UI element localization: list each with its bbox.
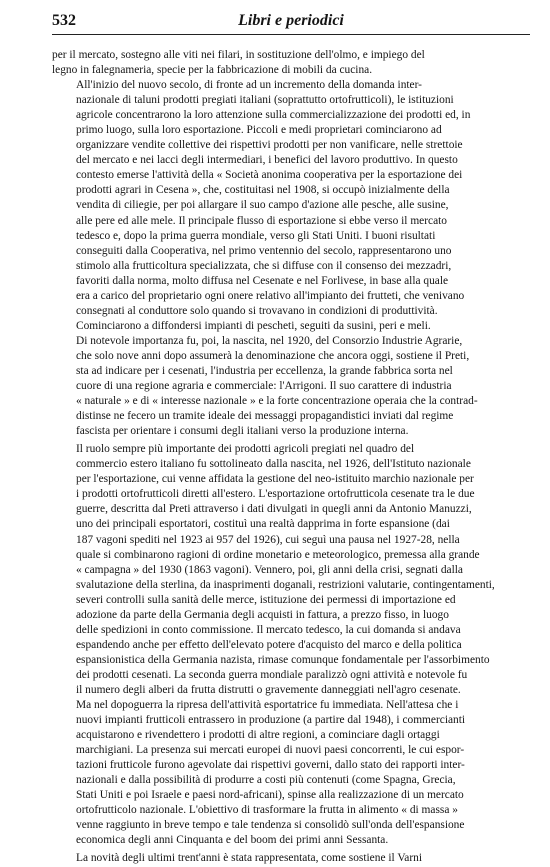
text-line: agricole concentrarono la loro attenzione sulla commercializzazione dei prodotti ed, in: [76, 109, 471, 122]
paragraph: [52, 442, 530, 848]
text-line: tazioni frutticole furono agevolate dai rispettivi governi, dallo stato dei rapporti inter-: [76, 759, 465, 772]
text-line: sta ad indicare per i cesenati, l'industria per eccellenza, la grande fabbrica sorta nel: [76, 364, 453, 377]
text-line: dei prodotti cesenati. La seconda guerra mondiale paralizzò ogni attività e notevole fu: [76, 668, 468, 681]
text-line: contesto emerse l'attività della « Società anonima cooperativa per la esportazione dei: [76, 169, 463, 182]
article-body: [52, 48, 530, 867]
text-line: primo luogo, sulla loro esportazione. Piccoli e medi proprietari cominciarono ad: [76, 124, 442, 137]
text-line: legno in falegnameria, specie per la fabbricazione di mobili da cucina.: [52, 64, 373, 77]
text-line: Di notevole importanza fu, poi, la nascita, nel 1920, del Consorzio Industrie Agrarie,: [76, 334, 463, 347]
text-line: « naturale » e di « interesse nazionale » e la forte concentrazione operaia che la contrad-: [76, 395, 478, 408]
text-line: alle pere ed alle mele. Il principale flusso di esportazione si ebbe verso il mercato: [76, 214, 447, 227]
text-line: favoriti dalla norma, molto diffusa nel Cesenate e nel Forlivese, in base alla quale: [76, 274, 449, 287]
text-line: vendita di ciliegie, per poi allargare il suo campo d'azione alle pesche, alle susine,: [76, 199, 449, 212]
text-line: marchigiani. La presenza sui mercati europei di nuovi paesi concorrenti, le cui espor-: [76, 744, 465, 757]
text-line: All'inizio del nuovo secolo, di fronte ad un incremento della domanda inter-: [76, 79, 422, 92]
paragraph: [52, 78, 530, 439]
text-line: tedesco e, dopo la prima guerra mondiale, verso gli Stati Uniti. I buoni risultati: [76, 229, 436, 242]
paragraph: [52, 851, 530, 866]
text-line: La novità degli ultimi trent'anni è stata rappresentata, come sostiene il Varni: [76, 852, 422, 865]
text-line: prodotti agrari in Cesena », che, costituitasi nel 1908, si occupò inizialmente della: [76, 184, 450, 197]
text-line: guerre, descritta dal Preti attraverso i dati divulgati in quegli anni da Antonio Manuzzi,: [76, 503, 472, 516]
text-line: commercio estero italiano fu sottolineato dalla nascita, nel 1926, dell'Istituto nazionale: [76, 458, 471, 471]
text-line: consegnati al conduttore solo quando si trovavano in condizioni di produttività.: [76, 304, 438, 317]
text-line: Ma nel dopoguerra la ripresa dell'attività esportatrice fu immediata. Nell'attesa che i: [76, 699, 459, 712]
text-line: era a carico del proprietario ogni onere relativo all'impianto dei frutteti, che venivano: [76, 289, 465, 302]
text-line: Il ruolo sempre più importante dei prodotti agricoli pregiati nel quadro del: [76, 443, 415, 456]
paragraph: [52, 48, 530, 78]
text-line: per l'esportazione, cui venne affidata la gestione del neo-istituito marchio nazionale per: [76, 473, 474, 486]
text-line: espandendo anche per effetto dell'elevato potere d'acquisto del marco e della politica: [76, 638, 462, 651]
text-line: stimolo alla frutticoltura specializzata, che si diffuse con il consenso dei mezzadri,: [76, 259, 452, 272]
text-line: espansionistica della Germania nazista, rimase comunque fondamentale per l'assorbimento: [76, 653, 490, 666]
text-line: « campagna » del 1930 (1863 vagoni). Vennero, poi, gli anni della crisi, segnati dalla: [76, 563, 463, 576]
text-line: cuore di una regione agraria e commerciale: l'Arrigoni. Il suo carattere di industria: [76, 380, 452, 393]
text-line: delle spedizioni in conto commissione. Il mercato tedesco, la cui domanda si andava: [76, 623, 461, 636]
text-line: fascista per orientare i consumi degli italiani verso la produzione interna.: [76, 425, 409, 438]
running-title: Libri e periodici: [238, 12, 344, 29]
header-rule: [52, 34, 530, 35]
text-line: nazionale di taluni prodotti pregiati italiani (soprattutto ortofrutticoli), le istituzioni: [76, 94, 454, 107]
text-line: del mercato e nei lacci degli intermediari, i benefici del lavoro produttivo. In questo: [76, 154, 458, 167]
text-line: venne raggiunto in breve tempo e tale tendenza si consolidò sull'onda dell'espansione: [76, 819, 465, 832]
text-line: per il mercato, sostegno alle viti nei filari, in sostituzione dell'olmo, e impiego del: [52, 49, 425, 61]
text-line: il numero degli alberi da frutta distrutti o gravemente danneggiati nell'agro cesenate.: [76, 683, 461, 696]
text-line: organizzare vendite collettive dei rispettivi prodotti per non vanificare, nelle strettoie: [76, 139, 463, 152]
text-line: che solo nove anni dopo assumerà la denominazione che ancora oggi, sostiene il Preti,: [76, 349, 470, 362]
page-number: 532: [52, 12, 76, 29]
text-line: adozione da parte della Germania degli acquisti in fattura, a prezzo fisso, in luogo: [76, 608, 449, 621]
text-line: nuovi impianti frutticoli entrassero in produzione (a partire dal 1948), i commercianti: [76, 714, 466, 727]
text-line: Cominciarono a diffondersi impianti di pescheti, seguiti da susini, peri e meli.: [76, 319, 431, 332]
text-line: Stati Uniti e poi Israele e paesi nord-africani), spinse alla realizzazione di un mercato: [76, 789, 464, 802]
text-line: uno dei principali esportatori, costituì una realtà dapprima in forte espansione (dai: [76, 518, 450, 531]
text-line: conseguiti dalla Cooperativa, nel primo ventennio del secolo, rappresentarono uno: [76, 244, 452, 257]
text-line: quale si combinarono ragioni di ordine monetario e meteorologico, premessa alla grande: [76, 548, 480, 561]
text-line: ortofrutticolo nazionale. L'obiettivo di trasformare la frutta in alimento « di massa »: [76, 804, 458, 817]
text-line: 187 vagoni spediti nel 1923 ai 957 del 1926), cui seguì una pausa nel 1927-28, nella: [76, 533, 460, 546]
page-header: [52, 10, 530, 34]
text-line: i prodotti ortofrutticoli diretti all'estero. L'esportazione ortofrutticola cesenate tra le due: [76, 488, 475, 501]
text-line: distinse ne fecero un tramite ideale dei messaggi propagandistici inviati dal regime: [76, 410, 454, 423]
text-line: severi controlli sulla sanità delle merce, istituzione dei permessi di importazione ed: [76, 593, 456, 606]
text-line: nazionali e dalla possibilità di produrre a costi più contenuti (come Spagna, Grecia,: [76, 774, 456, 787]
text-line: acquistarono e rivendettero i prodotti di altre regioni, a cominciare dagli ortaggi: [76, 729, 440, 742]
text-line: economica degli anni Cinquanta e del boom dei primi anni Sessanta.: [76, 834, 389, 847]
text-line: svalutazione della sterlina, da inasprimenti doganali, restrizioni valutarie, contingentamenti,: [76, 578, 495, 591]
